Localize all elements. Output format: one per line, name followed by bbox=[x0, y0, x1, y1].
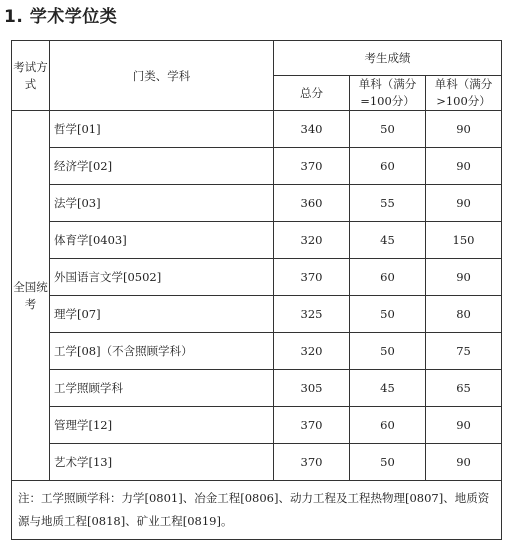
row-single-over-100: 90 bbox=[426, 407, 502, 444]
header-exam-mode: 考试方式 bbox=[12, 41, 50, 111]
row-subject: 外国语言文学[0502] bbox=[50, 259, 274, 296]
header-single-over-100: 单科（满分>100分） bbox=[426, 76, 502, 111]
row-single-100: 60 bbox=[350, 407, 426, 444]
row-single-over-100: 90 bbox=[426, 148, 502, 185]
row-subject: 体育学[0403] bbox=[50, 222, 274, 259]
row-total: 370 bbox=[274, 259, 350, 296]
row-subject: 工学[08]（不含照顾学科） bbox=[50, 333, 274, 370]
row-total: 325 bbox=[274, 296, 350, 333]
header-total: 总分 bbox=[274, 76, 350, 111]
row-subject: 工学照顾学科 bbox=[50, 370, 274, 407]
row-single-over-100: 90 bbox=[426, 185, 502, 222]
row-total: 370 bbox=[274, 444, 350, 481]
row-single-100: 55 bbox=[350, 185, 426, 222]
score-table bbox=[11, 40, 502, 540]
row-single-100: 60 bbox=[350, 259, 426, 296]
row-single-100: 60 bbox=[350, 148, 426, 185]
row-single-100: 50 bbox=[350, 333, 426, 370]
row-total: 360 bbox=[274, 185, 350, 222]
header-single-100: 单科（满分=100分） bbox=[350, 76, 426, 111]
row-subject: 哲学[01] bbox=[50, 111, 274, 148]
row-total: 340 bbox=[274, 111, 350, 148]
row-single-over-100: 90 bbox=[426, 111, 502, 148]
table-note: 注：工学照顾学科：力学[0801]、冶金工程[0806]、动力工程及工程热物理[0807]、地质资源与地质工程[0818]、矿业工程[0819]。 bbox=[12, 481, 502, 540]
exam-mode-cell: 全国统考 bbox=[12, 111, 50, 481]
row-single-100: 50 bbox=[350, 111, 426, 148]
row-single-over-100: 150 bbox=[426, 222, 502, 259]
header-score-group: 考生成绩 bbox=[274, 41, 502, 76]
row-single-100: 50 bbox=[350, 444, 426, 481]
row-single-100: 50 bbox=[350, 296, 426, 333]
row-total: 305 bbox=[274, 370, 350, 407]
section-heading: 1. 学术学位类 bbox=[4, 7, 118, 27]
row-single-over-100: 80 bbox=[426, 296, 502, 333]
row-total: 370 bbox=[274, 407, 350, 444]
row-subject: 管理学[12] bbox=[50, 407, 274, 444]
row-single-over-100: 75 bbox=[426, 333, 502, 370]
row-total: 320 bbox=[274, 333, 350, 370]
row-single-100: 45 bbox=[350, 370, 426, 407]
row-subject: 法学[03] bbox=[50, 185, 274, 222]
row-total: 370 bbox=[274, 148, 350, 185]
row-subject: 艺术学[13] bbox=[50, 444, 274, 481]
row-single-100: 45 bbox=[350, 222, 426, 259]
row-single-over-100: 90 bbox=[426, 444, 502, 481]
row-single-over-100: 65 bbox=[426, 370, 502, 407]
row-subject: 理学[07] bbox=[50, 296, 274, 333]
row-single-over-100: 90 bbox=[426, 259, 502, 296]
header-category: 门类、学科 bbox=[50, 41, 274, 111]
row-total: 320 bbox=[274, 222, 350, 259]
row-subject: 经济学[02] bbox=[50, 148, 274, 185]
